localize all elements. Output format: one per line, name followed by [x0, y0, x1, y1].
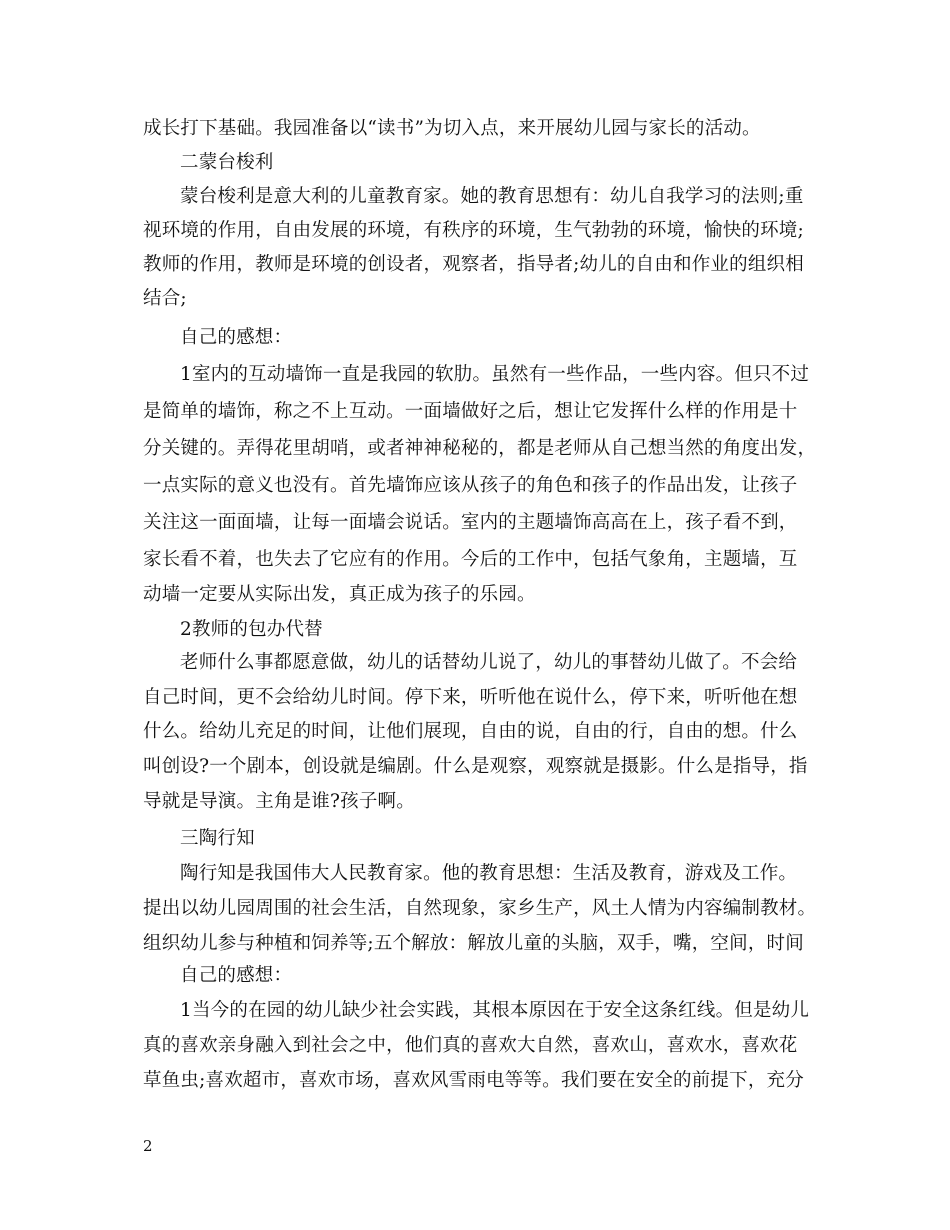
subheading-teacher-substitution: 2教师的包办代替: [180, 619, 323, 640]
body-text-line: 教师的作用，教师是环境的创设者，观察者，指导者;幼儿的自由和作业的组织相: [143, 254, 804, 275]
subheading-reflection: 自己的感想：: [180, 327, 293, 348]
section-heading-tao-xingzhi: 三陶行知: [180, 828, 255, 849]
body-text-line: 草鱼虫;喜欢超市，喜欢市场，喜欢风雪雨电等等。我们要在安全的前提下，充分: [143, 1070, 804, 1091]
body-text-line: 是简单的墙饰，称之不上互动。一面墙做好之后，想让它发挥什么样的作用是十: [143, 401, 798, 422]
body-text-line: 视环境的作用，自由发展的环境，有秩序的环境，生气勃勃的环境，愉快的环境;: [143, 220, 804, 241]
body-text-line: 蒙台梭利是意大利的儿童教育家。她的教育思想有：幼儿自我学习的法则;重: [180, 186, 804, 207]
page-number: 2: [143, 1137, 153, 1155]
section-heading-montessori: 二蒙台梭利: [180, 152, 274, 173]
body-text-line: 什么。给幼儿充足的时间，让他们展现，自由的说，自由的行，自由的想。什么: [143, 721, 798, 742]
body-text-line: 成长打下基础。我园准备以“读书”为切入点，来开展幼儿园与家长的活动。: [143, 118, 761, 139]
body-text-line: 1当今的在园的幼儿缺少社会实践，其根本原因在于安全这条红线。但是幼儿: [180, 1000, 810, 1021]
body-text-line: 叫创设?一个剧本，创设就是编剧。什么是观察，观察就是摄影。什么是指导，指: [143, 756, 808, 777]
body-text-line: 陶行知是我国伟大人民教育家。他的教育思想：生活及教育，游戏及工作。: [180, 863, 798, 884]
body-text-line: 1室内的互动墙饰一直是我园的软肋。虽然有一些作品，一些内容。但只不过: [180, 364, 810, 385]
body-text-line: 动墙一定要从实际出发，真正成为孩子的乐园。: [143, 584, 536, 605]
body-text-line: 真的喜欢亲身融入到社会之中，他们真的喜欢大自然，喜欢山，喜欢水，喜欢花: [143, 1035, 798, 1056]
body-text-line: 分关键的。弄得花里胡哨，或者神神秘秘的，都是老师从自己想当然的角度出发，: [143, 438, 817, 459]
body-text-line: 导就是导演。主角是谁?孩子啊。: [143, 791, 415, 812]
body-text-line: 结合;: [143, 288, 187, 309]
body-text-line: 组织幼儿参与种植和饲养等;五个解放：解放儿童的头脑，双手，嘴，空间，时间: [143, 933, 804, 954]
body-text-line: 一点实际的意义也没有。首先墙饰应该从孩子的角色和孩子的作品出发，让孩子: [143, 475, 798, 496]
body-text-line: 提出以幼儿园周围的社会生活，自然现象，家乡生产，风土人情为内容编制教材。: [143, 898, 817, 919]
body-text-line: 家长看不着，也失去了它应有的作用。今后的工作中，包括气象角，主题墙，互: [143, 549, 798, 570]
body-text-line: 自己时间，更不会给幼儿时间。停下来，听听他在说什么，停下来，听听他在想: [143, 687, 798, 708]
subheading-reflection: 自己的感想：: [180, 965, 293, 986]
body-text-line: 关注这一面面墙，让每一面墙会说话。室内的主题墙饰高高在上，孩子看不到，: [143, 512, 798, 533]
body-text-line: 老师什么事都愿意做，幼儿的话替幼儿说了，幼儿的事替幼儿做了。不会给: [180, 652, 798, 673]
